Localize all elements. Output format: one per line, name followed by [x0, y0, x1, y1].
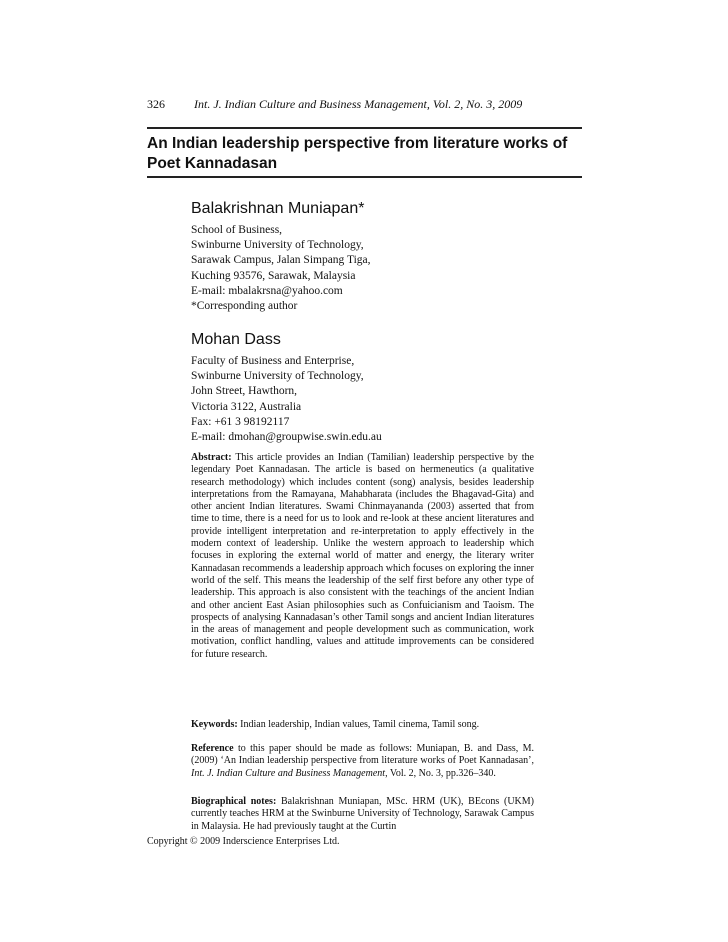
journal-citation: Int. J. Indian Culture and Business Management, Vol. 2, No. 3, 2009	[194, 97, 523, 111]
running-head	[147, 97, 522, 112]
affiliation-line: Sarawak Campus, Jalan Simpang Tiga,	[191, 254, 371, 267]
corresponding-author-note: *Corresponding author	[191, 300, 298, 313]
reference	[191, 743, 534, 780]
author-email: E-mail: dmohan@groupwise.swin.edu.au	[191, 431, 382, 444]
author-block-2	[191, 330, 581, 445]
paper-title: An Indian leadership perspective from literature works of Poet Kannadasan	[147, 135, 568, 172]
page-number: 326	[147, 97, 165, 111]
affiliation-line: Kuching 93576, Sarawak, Malaysia	[191, 269, 356, 282]
affiliation-line: John Street, Hawthorn,	[191, 385, 298, 398]
abstract-text: This article provides an Indian (Tamilian) leadership perspective by the legendary Poet Kannadasan. The article is based on hermeneutics (a qualitative research methodology) which includes content (song) analysis, besides leadership interpretations from the Ramayana, Mahabharata (includes the Bhagavad-Gita) and other ancient Indian literatures. Swami Chinmayananda (2003) asserted that from time to time, there is a need for us to look and re-look at these ancient literatures and provide intelligent interpretation and re-interpretation to apply effectively in the modern context of leadership. Unlike the western approach to leadership which focuses in exploring the external world of matter and energy, the literary writer Kannadasan recommends a leadership approach which focuses on exploring the inner world of the self. This means the leadership of the self first before any other type of leadership. This approach is also consistent with the teachings of the ancient Indian and other ancient East Asian philosophies such as Confuicianism and Taoism. The prospects of analysing Kannadasan’s other Tamil songs and ancient Indian literatures in the areas of management and people development such as communication, work motivation, conflict handling, values and attitude improvements can be considered for future research.	[191, 452, 534, 660]
reference-label: Reference	[191, 743, 234, 754]
reference-journal: Int. J. Indian Culture and Business Management	[191, 767, 386, 779]
bio-label: Biographical notes:	[191, 796, 277, 807]
reference-text: to this paper should be made as follows: Muniapan, B. and Dass, M. (2009) ‘An Indian leadership perspective from literature works of Poet Kannadasan’,	[191, 743, 535, 767]
reference-volume: , Vol. 2, No. 3, pp.326–340.	[385, 767, 496, 779]
keywords	[191, 719, 534, 731]
abstract	[191, 452, 534, 661]
keywords-text: Indian leadership, Indian values, Tamil cinema, Tamil song.	[240, 719, 480, 730]
keywords-label: Keywords:	[191, 719, 238, 730]
affiliation-line: Victoria 3122, Australia	[191, 400, 302, 413]
title-top-rule	[147, 127, 582, 129]
affiliation-line: Swinburne University of Technology,	[191, 370, 364, 383]
author-name: Mohan Dass	[191, 331, 281, 348]
affiliation-line: Swinburne University of Technology,	[191, 239, 364, 252]
affiliation-line: School of Business,	[191, 224, 283, 236]
author-name: Balakrishnan Muniapan*	[191, 200, 365, 217]
author-block-1	[191, 199, 581, 314]
bio-text: Balakrishnan Muniapan, MSc. HRM (UK), BEcons (UKM) currently teaches HRM at the Swinburne University of Technology, Sarawak Campus in Malaysia. He had previously taught at the Curtin	[191, 796, 534, 832]
biographical-notes	[191, 796, 534, 833]
affiliation-line: Faculty of Business and Enterprise,	[191, 355, 355, 367]
author-fax: Fax: +61 3 98192117	[191, 415, 290, 428]
title-bottom-rule	[147, 176, 582, 178]
copyright-footer: Copyright © 2009 Inderscience Enterprises Ltd.	[147, 836, 340, 847]
abstract-label: Abstract:	[191, 452, 232, 463]
author-email: E-mail: mbalakrsna@yahoo.com	[191, 284, 343, 297]
